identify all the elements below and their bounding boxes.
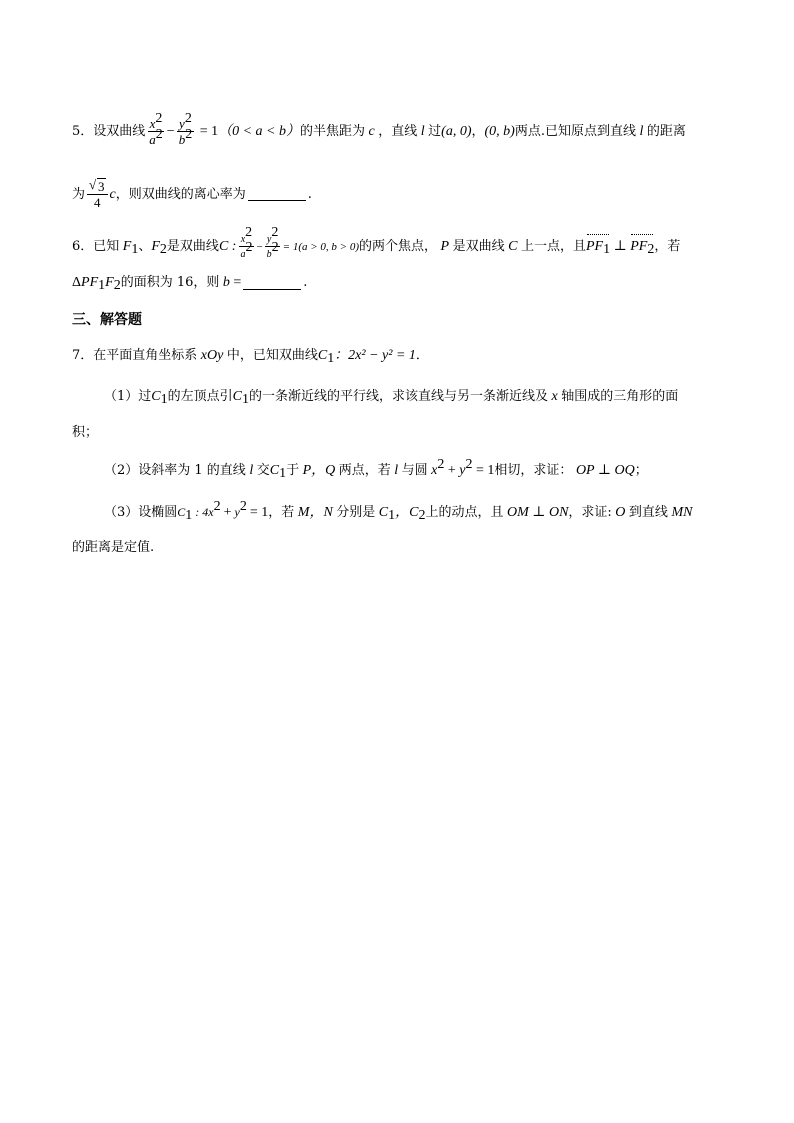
q6-line2-end: .	[303, 275, 308, 290]
q7-p3-d: 上的动点，且	[425, 504, 504, 520]
q7-p3-f: 到直线	[628, 504, 668, 520]
q7-part3-line-2: 的距离是定值.	[72, 540, 155, 555]
q5-text-4: 两点.已知原点到直线	[514, 123, 636, 139]
q5-text-3: 过	[428, 123, 442, 139]
q6-line-1: 6．已知 $F_1$ 、 $F_2$ 是双曲线 C : $\frac{x^2}{a^2}$ − $\frac{y^2}{b^2}$ = 1(a > 0, b > 0) 的两个焦点， P 是双曲线 C 上一点，且 $PF_1$ ⊥ $PF_2$ ，若	[72, 225, 681, 260]
q5-line-2: 为 √ 3 4 c ，则双曲线的离心率为 .	[72, 177, 312, 210]
q6-text-5: 上一点，且	[520, 238, 586, 254]
q7-part1-line-2: 积；	[72, 425, 99, 440]
q5-line2-prefix: 为	[72, 186, 86, 202]
q7-part1-line-1: （1）过 $C_1$ 的左顶点引 $C_1$ 的一条渐近线的平行线，求该直线与另一条渐近线及 x 轴围成的三角形的面	[104, 389, 679, 407]
q6-text-1: 、	[138, 238, 152, 254]
q5-point-2: (0, b)	[484, 123, 515, 139]
q7-p3-c: 分别是	[336, 504, 376, 520]
q5-line-1: 5．设双曲线 $\frac{x^2}{a^2}$ − $\frac{y^2}{b^2}$ = 1 （0 < a < b） 的半焦距为 c ，直线 l 过 (a, 0) ， (0, b) 两点.已知原点到直线 l 的距离	[72, 111, 686, 147]
q7-p2-b: 交	[256, 463, 270, 478]
q6-line2-mid: 的面积为 16，则	[120, 275, 220, 290]
q5-text-5: 的距离	[646, 123, 686, 139]
q7-text-1: 中，已知双曲线	[226, 348, 318, 363]
q7-line-1: 7．在平面直角坐标系 xOy 中，已知双曲线 $C_1$ ：2x² − y² = 1 ．	[72, 348, 429, 366]
q7-p2-end: ；	[634, 463, 648, 478]
q7-p1-b: 的左顶点引	[167, 389, 233, 404]
q7-p1-c: 的一条渐近线的平行线，求该直线与另一条渐近线及	[248, 389, 548, 404]
q7-p1-d: 轴围成的三角形的面	[561, 389, 679, 404]
q7-part3-line-1: （3）设椭圆 $C_1$ : $4x^2 + y^2 = 1$ ，若 M，N 分别是 $C_1$，$C_2$ 上的动点，且 OM ⊥ ON ，求证: O 到直线 MN	[104, 499, 693, 523]
q5-frac-y: $\frac{y^2}{b^2}$	[178, 111, 193, 147]
q6-text-6: ，若	[654, 238, 681, 254]
q7-p2-f: 相切，求证：	[494, 463, 573, 478]
q6-condition: = 1(a > 0, b > 0)	[282, 240, 360, 253]
q6-text-3: 的两个焦点，	[359, 238, 438, 254]
q6-line-2: $\Delta PF_1F_2$ 的面积为 16，则 b = .	[72, 275, 308, 293]
q5-line2-end: .	[307, 186, 312, 202]
q5-line2-mid: ，则双曲线的离心率为	[115, 186, 246, 202]
q5-point-1: (a, 0)	[441, 123, 472, 139]
q6-text-2: 是双曲线	[166, 238, 219, 254]
q7-equation: ：2x² − y² = 1	[334, 348, 416, 363]
q5-prefix: 5．设双曲线	[72, 123, 146, 139]
q5-comma: ，	[471, 123, 485, 139]
q7-p3-b: ，若	[268, 504, 295, 520]
q6-frac-y: $\frac{y^2}{b^2}$	[266, 225, 279, 260]
q5-frac-sqrt3: √ 3 4	[87, 180, 108, 209]
q7-p2-c: 于	[286, 463, 300, 478]
q7-p2-d: 两点，若	[338, 463, 391, 478]
q5-text-1: 的半焦距为	[300, 123, 366, 139]
section-heading: 三、解答题	[72, 312, 142, 328]
q6-prefix: 6．已知	[72, 238, 120, 254]
q6-frac-x: $\frac{x^2}{a^2}$	[240, 225, 253, 260]
q7-p3-a: （3）设椭圆	[104, 504, 178, 520]
q6-text-4: 是双曲线	[452, 238, 505, 254]
q5-answer-blank[interactable]	[248, 188, 306, 201]
q6-answer-blank[interactable]	[243, 277, 301, 290]
q7-p3-e: ，求证:	[568, 504, 612, 520]
q7-p2-e: 与圆	[401, 463, 428, 478]
q7-prefix: 7．在平面直角坐标系	[72, 348, 198, 363]
q7-part2-line: （2）设斜率为 1 的直线 l 交 $C_1$ 于 P，Q 两点，若 l 与圆 $x^2 + y^2 = 1$ 相切，求证： OP ⊥ OQ ；	[104, 457, 648, 481]
q7-p1-a: （1）过	[104, 389, 152, 404]
q5-condition: （0 < a < b）	[218, 123, 300, 139]
q7-p2-a: （2）设斜率为 1 的直线	[104, 463, 246, 478]
q5-text-2: ，直线	[378, 123, 418, 139]
q5-frac-x: $\frac{x^2}{a^2}$	[149, 111, 163, 147]
q7-end: ．	[415, 348, 429, 363]
